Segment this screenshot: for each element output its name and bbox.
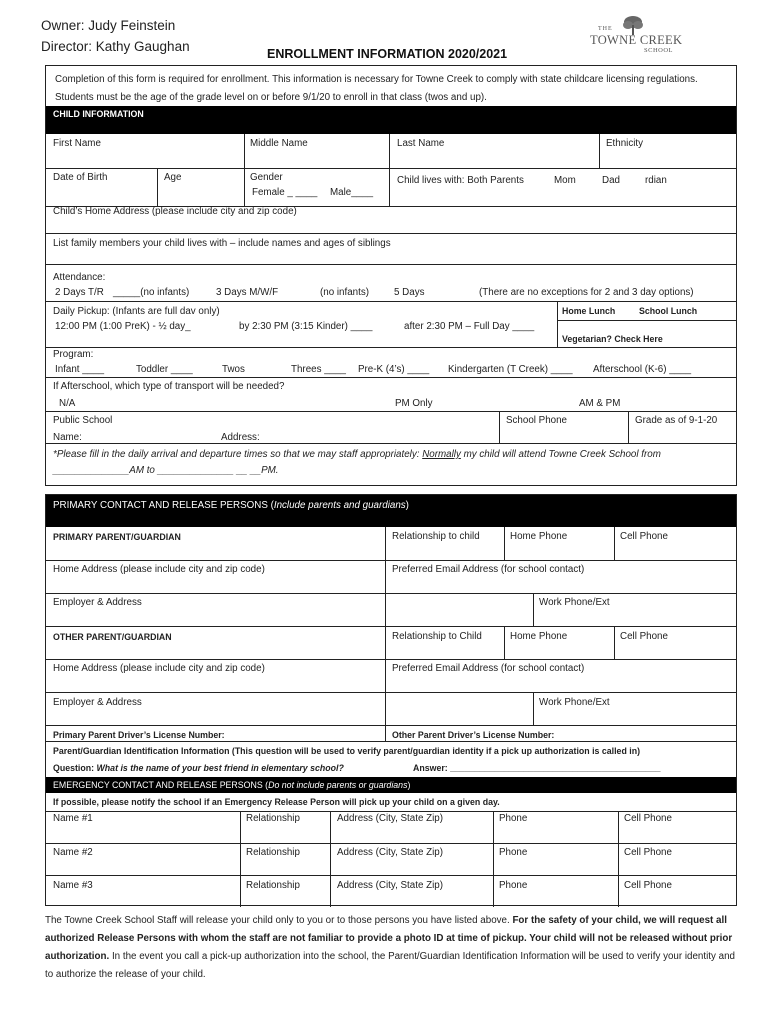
vegetarian-checkbox[interactable]: Vegetarian? Check Here: [562, 334, 663, 344]
attendance-5-days[interactable]: 5 Days: [394, 287, 425, 298]
child-info-header: [46, 106, 736, 134]
program-prek[interactable]: Pre-K (4’s) ____: [358, 364, 430, 375]
primary-home-address-field[interactable]: Home Address (please include city and zip code): [53, 564, 265, 575]
primary-work-phone-field[interactable]: Work Phone/Ext: [539, 597, 610, 608]
release-policy-text: The Towne Creek School Staff will release your child only to you or to those persons you have listed above. For the safety of your child, we will request all authorized Release Persons with whom the staff are not familiar to provide a photo ID at time of pickup. Your child will not be released without prior authorization. In the event you call a pick-up authorization into the school, the Parent/Guardian Identification Information will be used to verify your identity and to authorize the release of your child.: [45, 915, 735, 980]
primary-relationship-field[interactable]: Relationship to child: [392, 531, 480, 542]
emergency-address-1-field[interactable]: Address (City, State Zip): [337, 813, 443, 824]
identification-question: Question: What is the name of your best friend in elementary school?: [53, 763, 344, 773]
other-license-field[interactable]: Other Parent Driver’s License Number:: [392, 730, 555, 740]
program-kindergarten[interactable]: Kindergarten (T Creek) ____: [448, 364, 573, 375]
table-row: [46, 811, 736, 843]
schedule-instruction: *Please fill in the daily arrival and departure times so that we may staff appropriately: Normally my child will attend Towne Creek School from: [53, 449, 661, 460]
header-staff: [41, 15, 190, 57]
emergency-contact-header: [46, 777, 736, 793]
emergency-cell-2-field[interactable]: Cell Phone: [624, 847, 672, 858]
daily-pickup-label: Daily Pickup: (Infants are full dav only): [53, 306, 220, 317]
other-home-address-field[interactable]: Home Address (please include city and zip code): [53, 663, 265, 674]
director-line: Director: Kathy Gaughan: [41, 39, 190, 54]
emergency-relationship-2-field[interactable]: Relationship: [246, 847, 300, 858]
public-school-name-field[interactable]: Name:: [53, 432, 82, 443]
transport-na-option[interactable]: N/A: [59, 398, 76, 409]
date-of-birth-field[interactable]: Date of Birth: [53, 172, 108, 183]
school-logo: [590, 16, 683, 56]
attendance-2-days[interactable]: 2 Days T/R: [55, 287, 104, 298]
public-school-address-field[interactable]: Address:: [221, 432, 260, 443]
table-row: [46, 843, 736, 875]
program-afterschool[interactable]: Afterschool (K-6) ____: [593, 364, 692, 375]
emergency-relationship-3-field[interactable]: Relationship: [246, 880, 300, 891]
intro-text: Completion of this form is required for enrollment. This information is necessary for Towne Creek to comply with state childcare licensing regulations. Students must be the age of the grade level on or before 9/1/20 to enroll in that class (twos and up).: [55, 74, 698, 103]
emergency-name-1-field[interactable]: Name #1: [53, 813, 93, 824]
emergency-name-2-field[interactable]: Name #2: [53, 847, 93, 858]
primary-employer-field[interactable]: Employer & Address: [53, 597, 142, 608]
emergency-contact-title: EMERGENCY CONTACT AND RELEASE PERSONS (Do not include parents or guardians): [53, 780, 411, 790]
logo-name: TOWNE CREEK: [590, 33, 683, 47]
primary-contact-title: PRIMARY CONTACT AND RELEASE PERSONS (Include parents and guardians): [53, 500, 409, 511]
middle-name-field[interactable]: Middle Name: [250, 138, 308, 149]
lives-with-mom-option[interactable]: Mom: [554, 175, 576, 186]
gender-male-option[interactable]: Male____: [330, 187, 374, 198]
transport-question: If Afterschool, which type of transport will be needed?: [53, 381, 285, 392]
home-lunch-option[interactable]: Home Lunch: [562, 306, 616, 316]
emergency-name-3-field[interactable]: Name #3: [53, 880, 93, 891]
attendance-2-days-line[interactable]: _____(no infants): [113, 287, 190, 298]
attendance-3-days[interactable]: 3 Days M/W/F: [216, 287, 279, 298]
last-name-field[interactable]: Last Name: [397, 138, 445, 149]
other-work-phone-field[interactable]: Work Phone/Ext: [539, 697, 610, 708]
pickup-half-day[interactable]: 12:00 PM (1:00 PreK) - ½ day_: [55, 321, 191, 332]
attendance-note: (There are no exceptions for 2 and 3 day options): [479, 287, 694, 298]
primary-home-phone-field[interactable]: Home Phone: [510, 531, 568, 542]
first-name-field[interactable]: First Name: [53, 138, 101, 149]
emergency-address-2-field[interactable]: Address (City, State Zip): [337, 847, 443, 858]
school-phone-field[interactable]: School Phone: [506, 415, 568, 426]
emergency-address-3-field[interactable]: Address (City, State Zip): [337, 880, 443, 891]
primary-email-field[interactable]: Preferred Email Address (for school contact): [392, 564, 585, 575]
family-members-field[interactable]: List family members your child lives with – include names and ages of siblings: [53, 238, 391, 249]
primary-contact-header: [46, 495, 736, 527]
public-school-label: Public School: [53, 415, 113, 426]
child-home-address-field[interactable]: Child’s Home Address (please include city and zip code): [53, 206, 297, 217]
ethnicity-field[interactable]: Ethnicity: [606, 138, 644, 149]
attendance-label: Attendance:: [53, 272, 106, 283]
program-infant[interactable]: Infant ____: [55, 364, 105, 375]
grade-field[interactable]: Grade as of 9-1-20: [635, 415, 718, 426]
owner-line: Owner: Judy Feinstein: [41, 18, 176, 33]
pickup-by-230[interactable]: by 2:30 PM (3:15 Kinder) ____: [239, 321, 373, 332]
primary-license-field[interactable]: Primary Parent Driver’s License Number:: [53, 730, 225, 740]
gender-female-option[interactable]: Female _ ____: [252, 187, 318, 198]
attendance-3-days-note: (no infants): [320, 287, 370, 298]
pickup-full-day[interactable]: after 2:30 PM – Full Day ____: [404, 321, 535, 332]
emergency-phone-2-field[interactable]: Phone: [499, 847, 528, 858]
other-relationship-field[interactable]: Relationship to Child: [392, 631, 482, 642]
page-title: ENROLLMENT INFORMATION 2020/2021: [267, 47, 508, 61]
program-toddler[interactable]: Toddler ____: [136, 364, 193, 375]
child-information-section: [45, 65, 737, 486]
emergency-cell-3-field[interactable]: Cell Phone: [624, 880, 672, 891]
lives-with-dad-option[interactable]: Dad: [602, 175, 620, 186]
other-home-phone-field[interactable]: Home Phone: [510, 631, 568, 642]
program-twos[interactable]: Twos: [222, 364, 245, 375]
logo-school: SCHOOL: [644, 47, 674, 54]
transport-am-pm-option[interactable]: AM & PM: [579, 398, 621, 409]
transport-pm-option[interactable]: PM Only: [395, 398, 433, 409]
identification-answer-field[interactable]: Answer: ___________________________________________: [413, 763, 661, 773]
emergency-cell-1-field[interactable]: Cell Phone: [624, 813, 672, 824]
program-threes[interactable]: Threes ____: [291, 364, 347, 375]
other-employer-field[interactable]: Employer & Address: [53, 697, 142, 708]
emergency-notice: If possible, please notify the school if an Emergency Release Person will pick up your child on a given day.: [53, 797, 500, 807]
other-cell-phone-field[interactable]: Cell Phone: [620, 631, 668, 642]
primary-parent-label: PRIMARY PARENT/GUARDIAN: [53, 532, 181, 542]
program-label: Program:: [53, 349, 94, 360]
gender-label: Gender: [250, 172, 283, 183]
emergency-phone-3-field[interactable]: Phone: [499, 880, 528, 891]
schedule-times-field[interactable]: ______________AM to ______________ __ __PM.: [53, 465, 279, 476]
school-lunch-option[interactable]: School Lunch: [639, 306, 698, 316]
age-field[interactable]: Age: [164, 172, 182, 183]
logo-the: THE: [598, 26, 613, 32]
child-info-title: CHILD INFORMATION: [53, 109, 144, 119]
lives-with-label[interactable]: Child lives with: Both Parents: [397, 175, 524, 186]
lives-with-guardian-option[interactable]: rdian: [645, 175, 667, 186]
other-parent-label: OTHER PARENT/GUARDIAN: [53, 632, 172, 642]
other-email-field[interactable]: Preferred Email Address (for school contact): [392, 663, 585, 674]
primary-cell-phone-field[interactable]: Cell Phone: [620, 531, 668, 542]
table-row: [46, 875, 736, 906]
identification-info: Parent/Guardian Identification Information (This question will be used to verify parent/guardian identity if a pick up authorization is called in): [53, 746, 641, 756]
emergency-relationship-1-field[interactable]: Relationship: [246, 813, 300, 824]
contacts-section: [45, 494, 737, 906]
emergency-phone-1-field[interactable]: Phone: [499, 813, 528, 824]
